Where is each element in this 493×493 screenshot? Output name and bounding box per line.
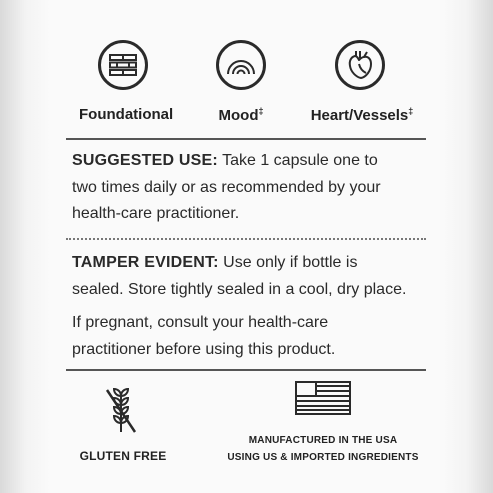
dotted-divider xyxy=(66,238,426,240)
section-divider xyxy=(66,369,426,371)
gluten-free-label: GLUTEN FREE xyxy=(79,449,167,463)
heart-icon xyxy=(335,40,385,90)
section-divider xyxy=(66,138,426,140)
pregnancy-warning-text: If pregnant, consult your health-care practitioner before using this product. xyxy=(72,314,336,358)
wheat-crossed-icon xyxy=(103,386,139,439)
made-in-usa-text: MANUFACTURED IN THE USA USING US & IMPORTED INGREDIENTS xyxy=(227,435,419,463)
suggested-use-text: SUGGESTED USE: Take 1 capsule one to two times daily or as recommended by your health-care practitioner. xyxy=(72,152,381,222)
rainbow-icon xyxy=(216,40,266,90)
benefit-icons-row xyxy=(0,40,493,130)
brick-wall-icon xyxy=(98,40,148,90)
tamper-evident-heading: TAMPER EVIDENT: xyxy=(72,254,219,271)
icon-label-heart-vessels: Heart/Vessels‡ xyxy=(310,106,414,124)
us-flag-icon xyxy=(295,381,351,420)
icon-label-mood: Mood‡ xyxy=(218,106,264,124)
suggested-use-heading: SUGGESTED USE: xyxy=(72,152,218,169)
icon-label-foundational: Foundational xyxy=(79,106,174,123)
tamper-evident-text: TAMPER EVIDENT: Use only if bottle is sealed. Store tightly sealed in a cool, dry place. xyxy=(72,254,407,298)
